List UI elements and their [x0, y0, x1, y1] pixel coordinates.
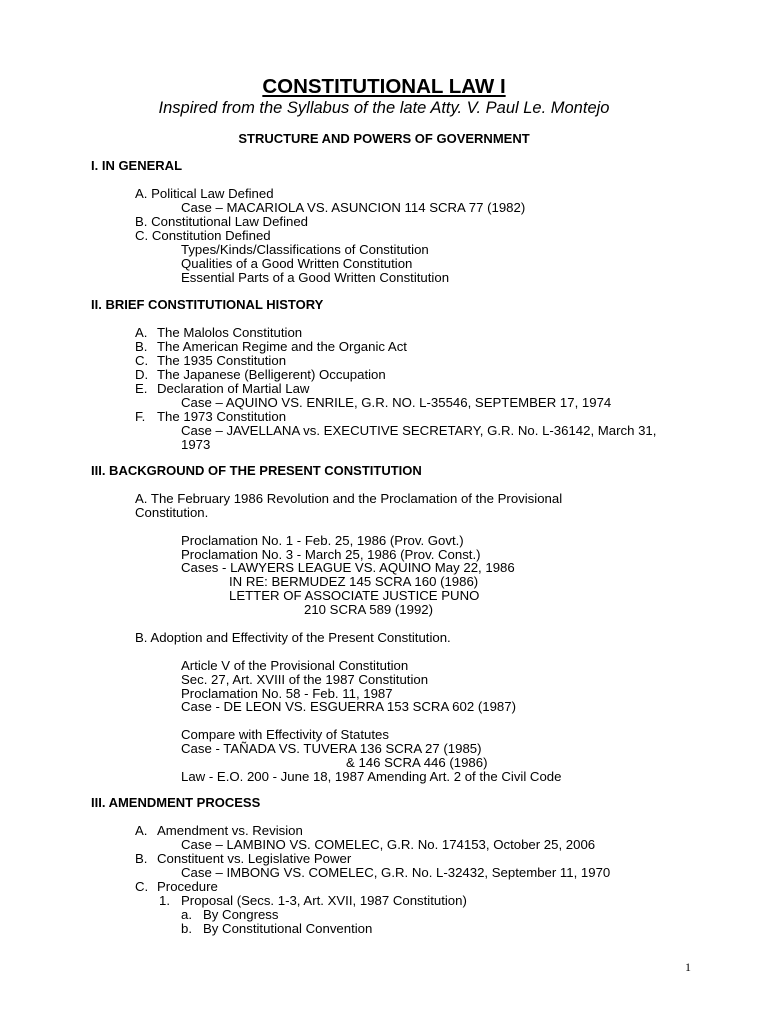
case-citation: & 146 SCRA 446 (1986)	[346, 755, 488, 770]
case-citation: Case - TAÑADA VS. TUVERA 136 SCRA 27 (1985)	[181, 741, 482, 756]
outline-subitem: Essential Parts of a Good Written Constitution	[181, 270, 450, 285]
outline-item: B. Constituent vs. Legislative Power	[135, 851, 352, 866]
outline-item: A. The Malolos Constitution	[135, 325, 303, 340]
page-number: 1	[685, 960, 691, 974]
outline-subitem: a. By Congress	[181, 907, 279, 922]
document-subtitle: Inspired from the Syllabus of the late Atty. V. Paul Le. Montejo	[158, 99, 610, 117]
heading-amendment-process: III. AMENDMENT PROCESS	[91, 795, 261, 810]
outline-subitem: 1. Proposal (Secs. 1-3, Art. XVII, 1987 Constitution)	[159, 893, 467, 908]
outline-item: C. Constitution Defined	[135, 228, 271, 243]
outline-subitem: b. By Constitutional Convention	[181, 921, 373, 936]
document-title: CONSTITUTIONAL LAW I	[262, 75, 506, 98]
outline-item: E. Declaration of Martial Law	[135, 381, 310, 396]
heading-constitutional-history: II. BRIEF CONSTITUTIONAL HISTORY	[91, 297, 324, 312]
outline-item: F. The 1973 Constitution	[135, 409, 287, 424]
case-citation: IN RE: BERMUDEZ 145 SCRA 160 (1986)	[229, 574, 479, 589]
case-citation: Case - DE LEON VS. ESGUERRA 153 SCRA 602 (1987)	[181, 699, 516, 714]
case-citation: Case – JAVELLANA vs. EXECUTIVE SECRETARY, G.R. No. L-36142, March 31,	[181, 423, 657, 438]
case-citation: Case – MACARIOLA VS. ASUNCION 114 SCRA 77 (1982)	[181, 200, 526, 215]
outline-item: A. Political Law Defined	[135, 186, 274, 201]
outline-item: D. The Japanese (Belligerent) Occupation	[135, 367, 386, 382]
outline-item: B. The American Regime and the Organic Act	[135, 339, 407, 354]
case-citation: Case – AQUINO VS. ENRILE, G.R. NO. L-35546, SEPTEMBER 17, 1974	[181, 395, 612, 410]
outline-item: A. Amendment vs. Revision	[135, 823, 303, 838]
outline-subitem: Proclamation No. 3 - March 25, 1986 (Prov. Const.)	[181, 547, 481, 562]
section-title: STRUCTURE AND POWERS OF GOVERNMENT	[238, 131, 530, 146]
outline-item: C. The 1935 Constitution	[135, 353, 287, 368]
outline-subitem: Qualities of a Good Written Constitution	[181, 256, 413, 271]
outline-subitem: Law - E.O. 200 - June 18, 1987 Amending Art. 2 of the Civil Code	[181, 769, 562, 784]
case-citation: LETTER OF ASSOCIATE JUSTICE PUNO	[229, 588, 480, 603]
case-citation: 210 SCRA 589 (1992)	[304, 602, 434, 617]
outline-subitem: Proclamation No. 1 - Feb. 25, 1986 (Prov. Govt.)	[181, 533, 464, 548]
outline-subitem: Cases - LAWYERS LEAGUE VS. AQUINO May 22, 1986	[181, 560, 515, 575]
outline-subitem: Sec. 27, Art. XVIII of the 1987 Constitution	[181, 672, 429, 687]
heading-in-general: I. IN GENERAL	[91, 158, 183, 173]
outline-item: A. The February 1986 Revolution and the Proclamation of the Provisional	[135, 491, 563, 506]
outline-subitem: Proclamation No. 58 - Feb. 11, 1987	[181, 686, 393, 701]
outline-item-continued: Constitution.	[135, 505, 209, 520]
outline-item: B. Constitutional Law Defined	[135, 214, 309, 229]
outline-subitem: Types/Kinds/Classifications of Constitution	[181, 242, 429, 257]
case-citation: Case – IMBONG VS. COMELEC, G.R. No. L-32432, September 11, 1970	[181, 865, 611, 880]
heading-background: III. BACKGROUND OF THE PRESENT CONSTITUTION	[91, 463, 422, 478]
outline-item: B. Adoption and Effectivity of the Present Constitution.	[135, 630, 451, 645]
case-citation-continued: 1973	[181, 437, 211, 452]
outline-item: C. Procedure	[135, 879, 218, 894]
outline-subitem: Article V of the Provisional Constitution	[181, 658, 409, 673]
case-citation: Case – LAMBINO VS. COMELEC, G.R. No. 174153, October 25, 2006	[181, 837, 596, 852]
outline-subitem: Compare with Effectivity of Statutes	[181, 727, 389, 742]
